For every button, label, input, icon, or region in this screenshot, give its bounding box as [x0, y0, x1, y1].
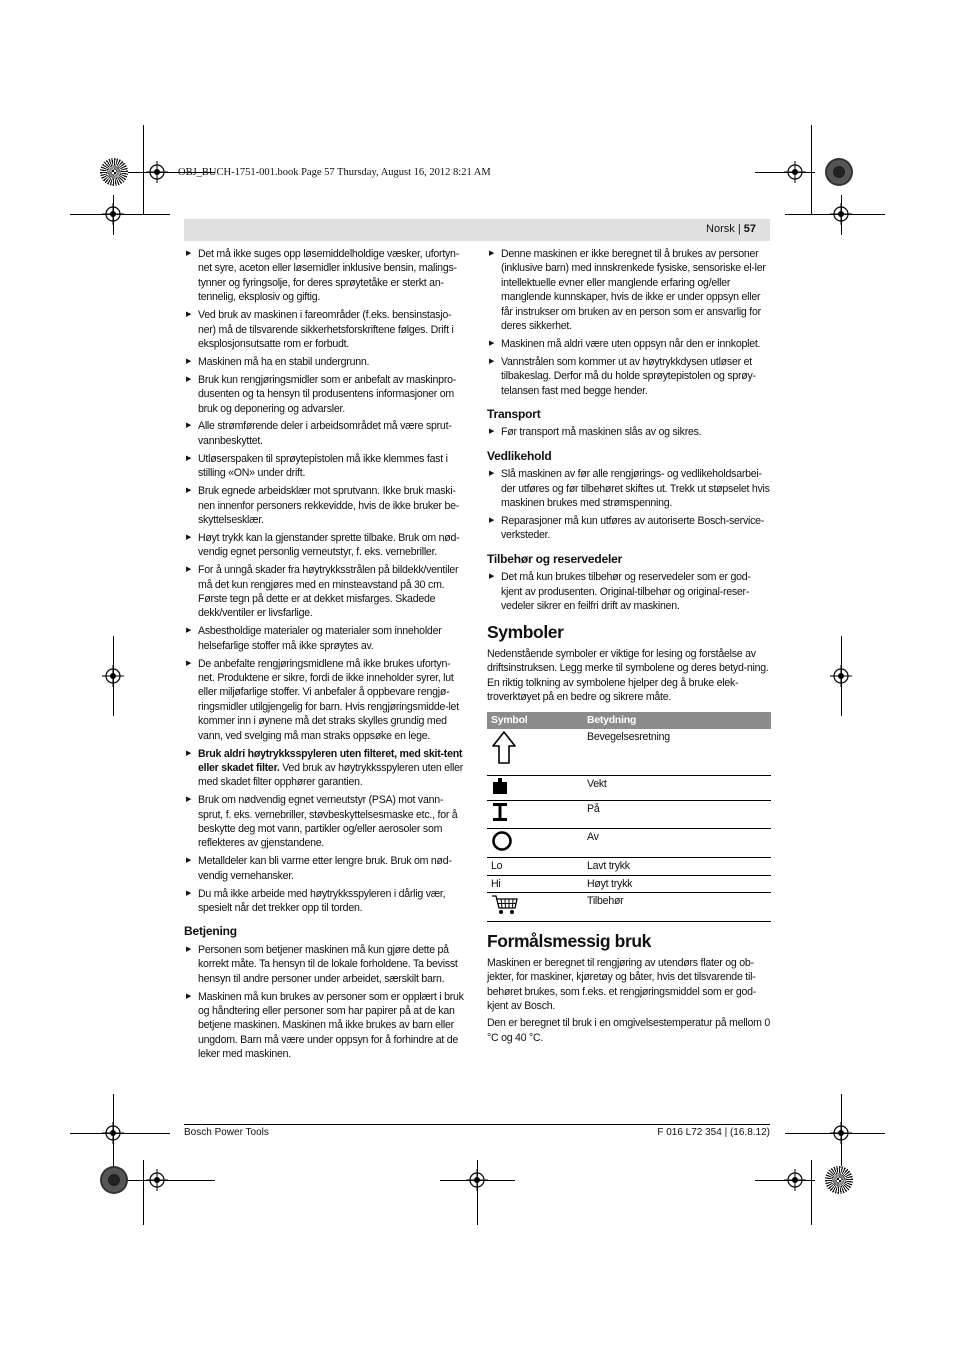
registration-mark-icon	[102, 203, 124, 225]
list-item-warning	[184, 747, 466, 790]
section-heading-transport: Transport	[487, 407, 541, 422]
section-heading-formal: Formålsmessig bruk	[487, 931, 651, 952]
weight-icon	[491, 777, 509, 795]
symbol-cell: Hi	[487, 875, 583, 892]
file-info: OBJ_BUCH-1751-001.book Page 57 Thursday, August 16, 2012 8:21 AM	[178, 167, 491, 178]
table-row	[487, 801, 771, 828]
table-header-row	[487, 712, 771, 728]
color-disc-icon	[100, 1166, 128, 1194]
color-disc-icon	[825, 1166, 853, 1194]
symbol-cell	[487, 892, 583, 921]
registration-mark-icon	[784, 1169, 806, 1191]
table-row	[487, 828, 771, 857]
list-item: ▶ Maskinen må ha en stabil undergrunn.	[184, 355, 466, 369]
symbol-cell	[487, 775, 583, 800]
footer-doc-number: F 016 L72 354 | (16.8.12)	[657, 1127, 770, 1138]
footer-divider	[184, 1124, 770, 1125]
list-item: ▶ Før transport må maskinen slås av og sikres.	[487, 425, 771, 439]
registration-mark-icon	[466, 1169, 488, 1191]
color-disc-icon	[100, 158, 128, 186]
symbols-intro: Nedenstående symboler er viktige for lesing og forståelse av driftsinstruksen. Legg merke til symbolene og deres betyd-ning. En riktig tolkning av symbolene hjelper deg å bruke elek-troverktøyet på en bedre og sikrere måte.	[487, 647, 769, 704]
paragraph: Maskinen er beregnet til rengjøring av utendørs flater og ob-jekter, for maskiner, kjøretøy og båter, hvis det tilsvarende til-behøret brukes, som f.eks. et rengjøringsmiddel som er god-kjent av Bosch.	[487, 956, 757, 1012]
section-heading-betjening: Betjening	[184, 924, 237, 939]
column-header-meaning: Betydning	[583, 712, 771, 728]
meaning-cell: Tilbehør	[583, 892, 771, 921]
separator: |	[737, 223, 741, 235]
table-row	[487, 858, 771, 875]
table-row	[487, 875, 771, 892]
page-header	[184, 219, 770, 241]
list-item: ▶ Høyt trykk kan la gjenstander sprette tilbake. Bruk om nød-vendig egnet personlig verneutstyr, f. eks. vernebriller.	[184, 531, 466, 560]
list-item: ▶ De anbefalte rengjøringsmidlene må ikke brukes ufortyn-net. Produktene er sikre, fordi de ikke inneholder syrer, lut eller miljøfarlige stoffer. Vi anbefaler å oppbevare rengjø-ringsmidler utilgjengelig for barn. Hvis rengjøringsmidde-let kommer inn i øynene må det straks skylles grundig med vann, ved svelging må man straks oppsøke en lege.	[184, 657, 466, 743]
symbol-cell	[487, 801, 583, 828]
list-item: ▶ Slå maskinen av før alle rengjørings- og vedlikeholdsarbei-der utføres og før tilbehøret skiftes ut. Trekk ut støpselet hvis maskinen brukes med strømspenning.	[487, 467, 771, 510]
list-item: ▶ Bruk om nødvendig egnet verneutstyr (PSA) mot vann-sprut, f. eks. vernebriller, støvbeskyttelsesmaske etc., for å beskytte deg mot vann, partikler og/eller aerosoler som reflekteres av gjenstandene.	[184, 793, 466, 851]
list-item: ▶ Utløserspaken til sprøytepistolen må ikke klemmes fast i stilling «ON» under drift.	[184, 452, 466, 481]
section-heading-vedlikehold: Vedlikehold	[487, 448, 552, 463]
section-heading-symboler: Symboler	[487, 622, 564, 643]
list-item: ▶ Denne maskinen er ikke beregnet til å brukes av personer (inklusive barn) med innskrenkede fysiske, sensoriske el-ler intellektuelle evner eller manglende erfaring og/eller manglende kunnskaper, hvis de ikke er under oppsyn eller får instrukser om bruken av en person som er ansvarlig for deres sikkerhet.	[487, 247, 771, 333]
warning-text: Ved bruk av høytrykksspyleren uten eller med skadet filter opphører garantien.	[198, 761, 464, 789]
list-item: ▶ Asbestholdige materialer og materialer som inneholder helsefarlige stoffer må ikke sprøytes av.	[184, 624, 466, 653]
page-number: 57	[743, 223, 756, 235]
registration-mark-icon	[830, 665, 852, 687]
symbol-cell	[487, 828, 583, 857]
power-off-icon	[491, 830, 513, 852]
list-item: ▶ Det må ikke suges opp løsemiddelholdige væsker, ufortyn-net syre, aceton eller løsemidler inklusive bensin, malings-tynner og fyringsolje, for deres sprøytetåke er sterkt an-tennelig, eksplosiv og giftig.	[184, 247, 466, 305]
meaning-cell: Bevegelsesretning	[583, 729, 771, 776]
symbols-table	[487, 712, 771, 922]
warning-bold-text: Bruk aldri høytrykksspyleren uten filteret, med skit-tent eller skadet filter.	[198, 747, 463, 774]
symbol-cell: Lo	[487, 858, 583, 875]
paragraph: Den er beregnet til bruk i en omgivelsestemperatur på mellom 0 °C og 40 °C.	[487, 1017, 771, 1044]
meaning-cell: Lavt trykk	[583, 858, 771, 875]
meaning-cell: Vekt	[583, 775, 771, 800]
registration-mark-icon	[102, 1122, 124, 1144]
registration-mark-icon	[784, 161, 806, 183]
meaning-cell: Av	[583, 828, 771, 857]
power-on-icon	[491, 802, 509, 822]
registration-mark-icon	[146, 1169, 168, 1191]
right-column	[487, 247, 771, 1048]
registration-mark-icon	[102, 665, 124, 687]
meaning-cell: Høyt trykk	[583, 875, 771, 892]
arrow-up-icon	[491, 730, 517, 766]
section-heading-tilbehor: Tilbehør og reservedeler	[487, 551, 623, 566]
registration-mark-icon	[146, 161, 168, 183]
list-item: ▶ Alle strømførende deler i arbeidsområdet må være sprut-vannbeskyttet.	[184, 419, 466, 448]
page-header-label	[706, 223, 756, 235]
table-row	[487, 775, 771, 800]
list-item: ▶ Bruk egnede arbeidsklær mot sprutvann. Ikke bruk maski-nen innenfor personers rekkevidde, hvis de ikke bruker be-skyttelsesklær.	[184, 484, 466, 527]
list-item: ▶ Metalldeler kan bli varme etter lengre bruk. Bruk om nød-vendig vernehansker.	[184, 854, 466, 883]
meaning-cell: På	[583, 801, 771, 828]
color-disc-icon	[825, 158, 853, 186]
list-item: ▶ Maskinen må aldri være uten oppsyn når den er innkoplet.	[487, 337, 771, 351]
shopping-cart-icon	[491, 894, 519, 916]
list-item: ▶ Ved bruk av maskinen i fareområder (f.eks. bensinstasjo-ner) må de tilsvarende sikkerhetsforskriftene følges. Drift i eksplosjonsutsatte rom er forbudt.	[184, 308, 466, 351]
language-label: Norsk	[706, 223, 735, 235]
list-item: ▶ Vannstrålen som kommer ut av høytrykkdysen utløser et tilbakeslag. Derfor må du holde sprøytepistolen og sprøy-telansen fast med begge hender.	[487, 355, 771, 398]
list-item: ▶ Maskinen må kun brukes av personer som er opplært i bruk og håndtering eller personer som har papirer på at de kan betjene maskinen. Maskinen må ikke brukes av barn eller ungdom. Barn må være under oppsyn for å forhindre at de leker med maskinen.	[184, 990, 466, 1062]
list-item: ▶ Personen som betjener maskinen må kun gjøre dette på korrekt måte. Ta hensyn til de lokale forholdene. Ta bevisst hensyn til andre personer under arbeidet, særskilt barn.	[184, 943, 466, 986]
list-item: ▶ Du må ikke arbeide med høytrykksspyleren i dårlig vær, spesielt når det trekker opp til torden.	[184, 887, 466, 916]
registration-mark-icon	[830, 203, 852, 225]
table-row	[487, 729, 771, 776]
footer-brand: Bosch Power Tools	[184, 1127, 269, 1138]
column-header-symbol: Symbol	[487, 712, 583, 728]
list-item: ▶ Reparasjoner må kun utføres av autoriserte Bosch-service-verksteder.	[487, 514, 771, 543]
symbol-cell	[487, 729, 583, 776]
list-item: ▶ Det må kun brukes tilbehør og reservedeler som er god-kjent av produsenten. Original-tilbehør og original-reser-vedeler sikrer en feilfri drift av maskinen.	[487, 570, 771, 613]
registration-mark-icon	[830, 1122, 852, 1144]
table-row	[487, 892, 771, 921]
left-column	[184, 247, 466, 1065]
list-item: ▶ Bruk kun rengjøringsmidler som er anbefalt av maskinpro-dusenten og ta hensyn til produsentens informasjoner om bruk og deponering og advarsler.	[184, 373, 466, 416]
list-item: ▶ For å unngå skader fra høytrykksstrålen på bildekk/ventiler må det kun rengjøres med en minsteavstand på 30 cm. Første tegn på dette er at dekket misfarges. Skadede dekk/ventiler er livsfarlige.	[184, 563, 466, 621]
